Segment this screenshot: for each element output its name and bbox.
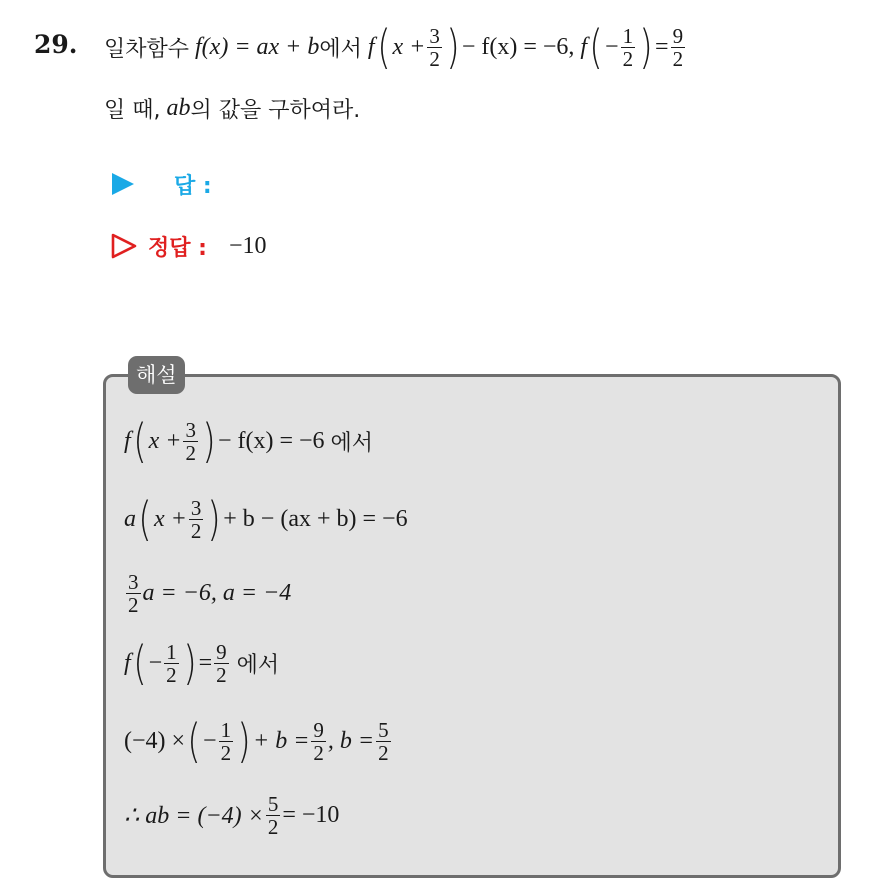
fraction	[621, 25, 636, 70]
solution-line-4	[124, 632, 279, 694]
solution-line-3	[124, 562, 291, 624]
numerator: 5	[378, 717, 389, 742]
math-expr: x +	[153, 505, 187, 532]
fraction	[266, 793, 281, 838]
denominator: 2	[622, 46, 634, 71]
numerator: 3	[128, 569, 139, 594]
right-paren: )	[207, 492, 222, 546]
math-expr: x +	[392, 33, 426, 60]
math-expr: , b =	[327, 727, 375, 754]
denominator: 2	[429, 46, 440, 71]
text: 일 때,	[104, 97, 161, 123]
outline-triangle-icon	[110, 232, 138, 260]
numerator: 9	[216, 639, 227, 664]
denominator: 2	[220, 740, 232, 765]
left-paren: (	[589, 20, 603, 74]
numerator: 9	[672, 23, 684, 48]
left-paren: (	[132, 636, 147, 690]
text: 에서	[330, 430, 374, 456]
math-expr: =	[198, 649, 213, 676]
math-expr: + b − (ax + b) = −6	[223, 505, 408, 532]
math-expr: (−4) ×	[124, 727, 186, 754]
fraction	[671, 25, 686, 70]
math-expr: ∴ ab = (−4) ×	[124, 802, 264, 829]
solution-line-5	[124, 710, 393, 772]
numerator: 3	[185, 417, 196, 442]
denominator: 2	[190, 518, 202, 543]
fraction	[214, 641, 229, 686]
problem-statement-line1	[104, 12, 687, 82]
denominator: 2	[166, 662, 177, 687]
correct-answer-row	[110, 226, 267, 266]
left-paren: (	[132, 414, 147, 468]
math-expr: + b =	[253, 727, 310, 754]
answer-label: 답 :	[174, 173, 212, 199]
numerator: 1	[166, 639, 177, 664]
math-expr: −	[605, 33, 619, 60]
denominator: 2	[313, 740, 324, 765]
answer-row	[110, 164, 212, 204]
text: 의 값을 구하여라.	[190, 97, 361, 123]
text: 일차함수	[104, 36, 190, 62]
math-expr: f	[124, 649, 131, 676]
fraction	[164, 641, 179, 686]
math-expr: a	[124, 505, 136, 532]
math-expr: x +	[148, 427, 182, 454]
numerator: 3	[190, 495, 202, 520]
math-expr: = −10	[282, 801, 340, 828]
math-expr: f(x) = ax + b	[195, 33, 320, 60]
correct-answer-label: 정답 :	[148, 235, 207, 261]
fraction	[311, 719, 326, 764]
numerator: 1	[220, 717, 232, 742]
solution-line-6	[124, 784, 339, 846]
fraction	[219, 719, 234, 764]
math-expr: −	[148, 649, 163, 676]
problem-number: 29.	[34, 30, 78, 59]
math-expr: − f(x) = −6,	[461, 33, 575, 60]
math-expr: f	[367, 33, 375, 60]
text: 에서	[236, 652, 280, 678]
problem-statement-line2	[104, 88, 360, 128]
math-expr: f	[124, 427, 131, 454]
math-expr: f	[580, 33, 588, 60]
math-expr: ab	[166, 94, 191, 121]
solution-line-2	[124, 488, 408, 550]
numerator: 3	[429, 23, 440, 48]
fraction	[376, 719, 391, 764]
denominator: 2	[128, 592, 139, 617]
denominator: 2	[185, 440, 196, 465]
text: 에서	[319, 36, 362, 62]
numerator: 1	[622, 23, 634, 48]
numerator: 9	[313, 717, 324, 742]
right-paren: )	[202, 414, 216, 468]
fraction	[126, 571, 141, 616]
explanation-tag: 해설	[128, 356, 185, 394]
math-expr: =	[655, 33, 669, 60]
denominator: 2	[378, 740, 389, 765]
fraction	[183, 419, 198, 464]
right-paren: )	[237, 714, 251, 768]
left-paren: (	[187, 714, 201, 768]
play-triangle-icon	[110, 171, 136, 197]
denominator: 2	[216, 662, 227, 687]
fraction	[189, 497, 204, 542]
math-expr: − f(x) = −6	[217, 427, 325, 454]
right-paren: )	[446, 20, 460, 74]
solution-line-1	[124, 410, 373, 472]
left-paren: (	[138, 492, 152, 546]
left-paren: (	[376, 20, 391, 74]
numerator: 5	[267, 791, 279, 816]
fraction	[427, 25, 442, 70]
math-expr: a = −6, a = −4	[142, 579, 292, 606]
right-paren: )	[639, 20, 653, 74]
denominator: 2	[267, 814, 279, 839]
right-paren: )	[182, 636, 197, 690]
denominator: 2	[672, 46, 684, 71]
correct-answer-value: −10	[228, 232, 267, 259]
math-expr: −	[203, 727, 217, 754]
